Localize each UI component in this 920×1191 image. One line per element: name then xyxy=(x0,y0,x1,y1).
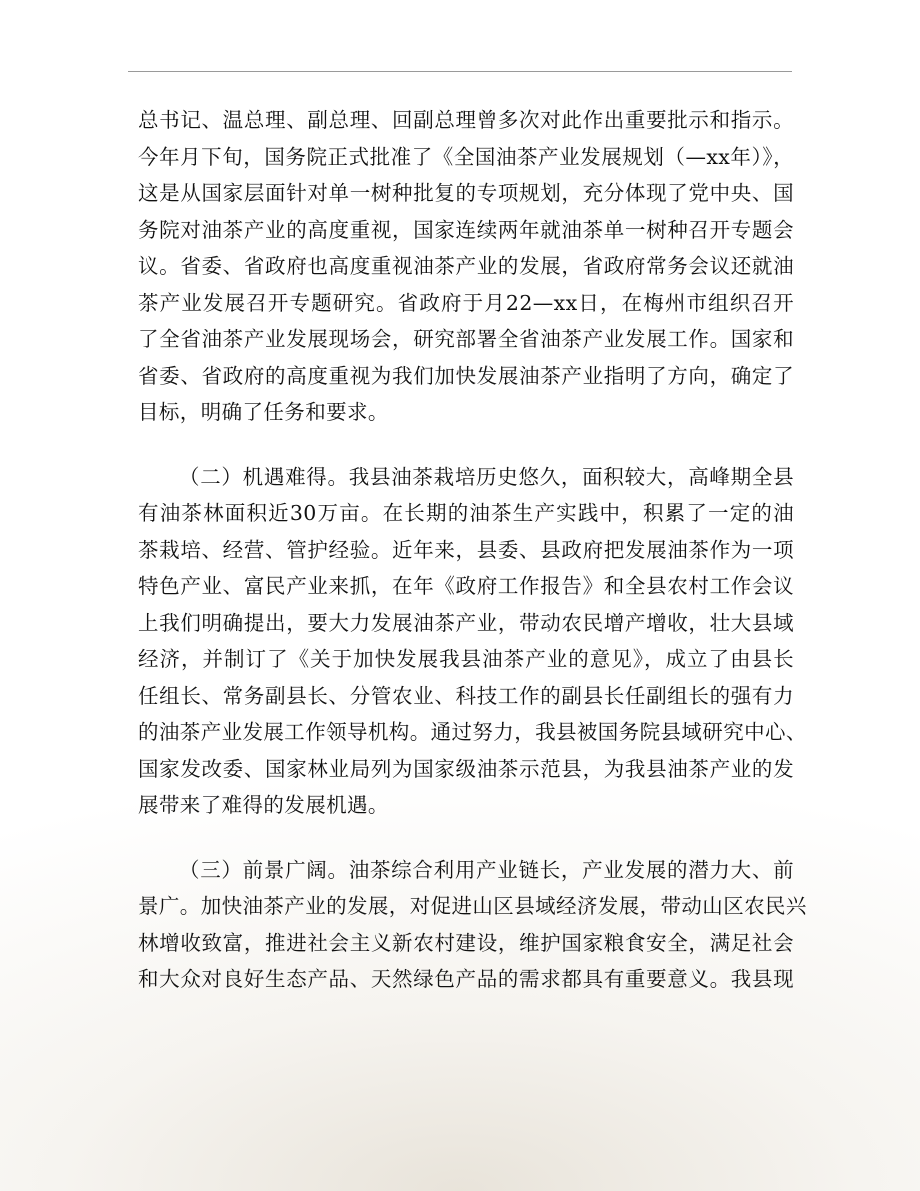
header-rule xyxy=(128,71,792,72)
paragraph-line: 的油茶产业发展工作领导机构。通过努力，我县被国务院县域研究中心、 xyxy=(138,720,807,744)
paragraph-line: 总书记、温总理、副总理、回副总理曾多次对此作出重要批示和指示。 xyxy=(138,108,794,132)
paragraph-line: 务院对油茶产业的高度重视，国家连续两年就油茶单一树种召开专题会 xyxy=(138,217,794,242)
paragraph-line: 了全省油茶产业发展现场会，研究部署全省油茶产业发展工作。国家和 xyxy=(138,327,794,351)
paragraph-line: 特色产业、富民产业来抓，在年《政府工作报告》和全县农村工作会议 xyxy=(138,574,794,598)
paragraph-line: 有油茶林面积近30万亩。在长期的油茶生产实践中，积累了一定的油 xyxy=(138,501,794,525)
paragraph-line: 景广。加快油茶产业的发展，对促进山区县域经济发展，带动山区农民兴 xyxy=(138,894,807,918)
paragraph-line: 目标，明确了任务和要求。 xyxy=(138,400,389,424)
paragraph-opportunity xyxy=(138,459,807,824)
paragraph-line: 和大众对良好生态产品、天然绿色产品的需求都具有重要意义。我县现 xyxy=(138,967,794,991)
paragraph-line: （三）前景广阔。油茶综合利用产业链长，产业发展的潜力大、前 xyxy=(179,857,794,882)
paragraph-line: 任组长、常务副县长、分管农业、科技工作的副县长任副组长的强有力 xyxy=(138,683,794,708)
document-body xyxy=(138,102,807,998)
paragraph-line: 省委、省政府的高度重视为我们加快发展油茶产业指明了方向，确定了 xyxy=(138,363,794,388)
paragraph-line: 茶栽培、经营、管护经验。近年来，县委、县政府把发展油茶作为一项 xyxy=(138,537,794,562)
paragraph-line: 议。省委、省政府也高度重视油茶产业的发展，省政府常务会议还就油 xyxy=(138,254,794,278)
paragraph-line: 国家发改委、国家林业局列为国家级油茶示范县，为我县油茶产业的发 xyxy=(138,756,794,781)
paragraph-line: 林增收致富，推进社会主义新农村建设，维护国家粮食安全，满足社会 xyxy=(138,930,794,955)
paragraph-line: 经济，并制订了《关于加快发展我县油茶产业的意见》，成立了由县长 xyxy=(138,647,794,671)
paragraph-line: 这是从国家层面针对单一树种批复的专项规划，充分体现了党中央、国 xyxy=(138,181,794,205)
paragraph-line: 展带来了难得的发展机遇。 xyxy=(138,793,389,817)
paragraph-line: 上我们明确提出，要大力发展油茶产业，带动农民增产增收，壮大县域 xyxy=(138,610,794,635)
paragraph-line: 茶产业发展召开专题研究。省政府于月22—xx日，在梅州市组织召开 xyxy=(138,290,794,315)
paragraph-line: （二）机遇难得。我县油茶栽培历史悠久，面积较大，高峰期全县 xyxy=(179,464,794,489)
paragraph-line: 今年月下旬，国务院正式批准了《全国油茶产业发展规划（—xx年）》， xyxy=(138,144,794,169)
paragraph-prospects xyxy=(138,852,807,998)
paragraph-leaders-attention xyxy=(138,102,794,431)
